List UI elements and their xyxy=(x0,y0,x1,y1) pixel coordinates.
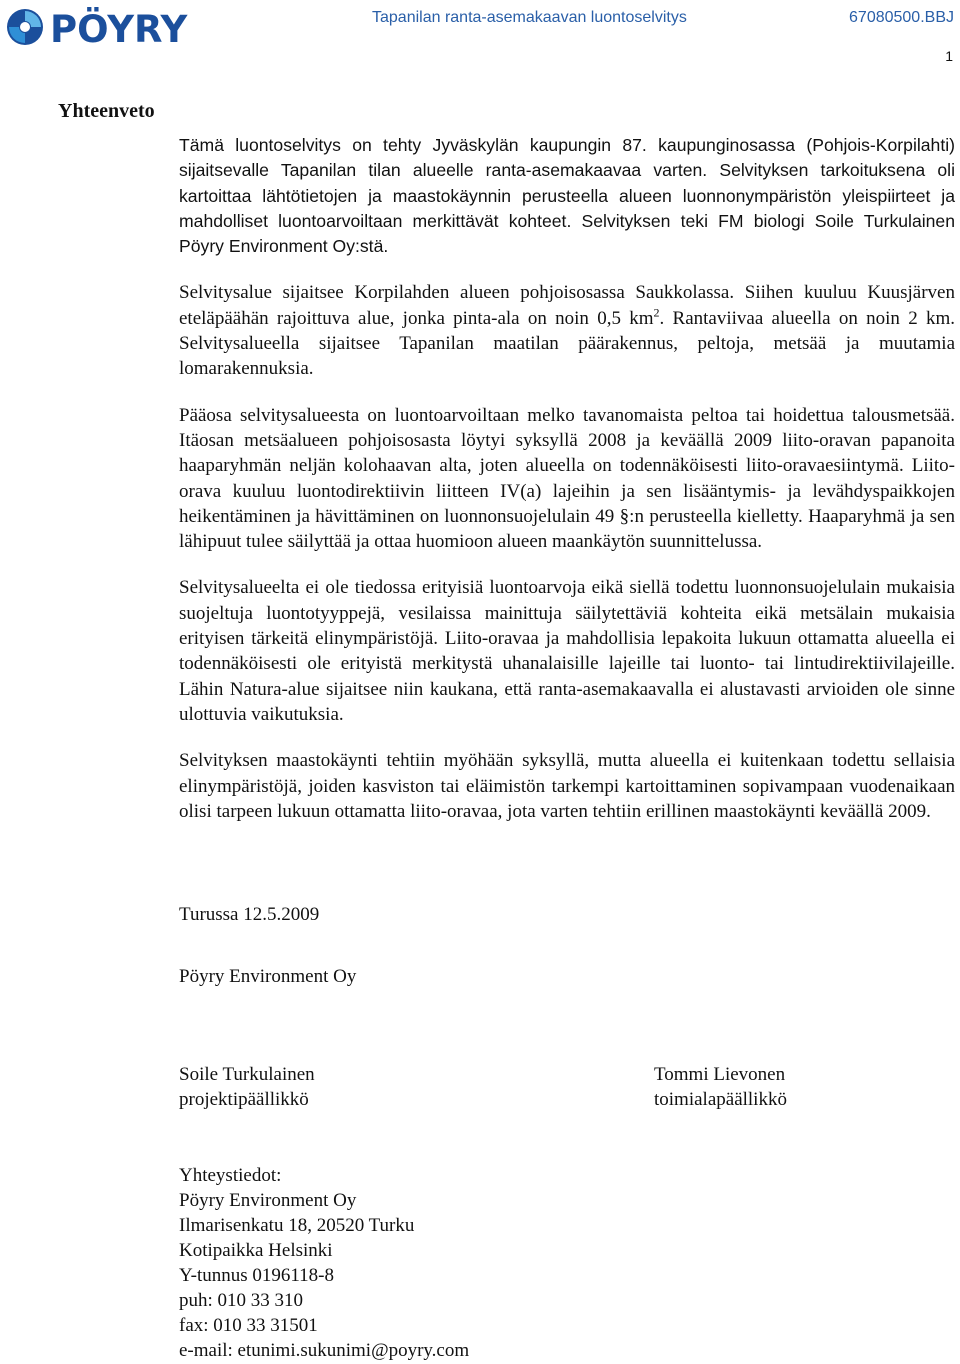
paragraph-area-text-b: . Rantaviivaa alueella on noin 2 km. Selvitysalueella sijaitsee Tapanilan maatilan päärakennus, peltoja, metsää ja muutamia lomarakennuksia. xyxy=(179,307,956,380)
document-code: 67080500.BBJ xyxy=(849,9,954,26)
brand-swirl-icon xyxy=(7,9,43,45)
place-date: Turussa 12.5.2009 xyxy=(179,904,320,925)
signer-title: toimialapäällikkö xyxy=(654,1089,787,1110)
contact-fax: fax: 010 33 31501 xyxy=(179,1315,318,1336)
paragraph-area-text-a: Selvitysalue sijaitsee Korpilahden alueen pohjoisosassa Saukkolassa. Siihen kuuluu Kuusjärven eteläpäähän rajoittuva alue, jonka pinta-ala on noin 0,5 km xyxy=(179,282,955,329)
superscript-2: 2 xyxy=(653,305,660,320)
contact-phone: puh: 010 33 310 xyxy=(179,1290,304,1311)
paragraph-findings: Pääosa selvitysalueesta on luontoarvoiltaan melko tavanomaista peltoa tai hoidettua talousmetsää. Itäosan metsäalueen pohjoisosasta löytyi syksyllä 2008 ja keväällä 2009 liito-oravan papanoita haaparyhmän neljän kolohaavan alta, joten alueella on todennäköisesti liito-oravaesiintymä. Liito-orava kuuluu luontodirektiivin liitteen IV(a) lajeihin ja sen lisääntymis- ja levähdyspaikkojen heikentäminen ja hävittäminen on luonnonsuojelulain 49 §:n perusteella kielletty. Haaparyhmä ja sen lähipuut tulee säilyttää ja ottaa huomioon alueen maankäytön suunnittelussa. xyxy=(179,404,955,553)
paragraph-intro: Tämä luontoselvitys on tehty Jyväskylän kaupungin 87. kaupunginosassa (Pohjois-Korpilahti) sijaitsevalle Tapanilan tilan alueelle ranta-asemakaavaa varten. Selvityksen tarkoituksena oli kartoittaa lähtötietojen ja maastokäynnin perusteella alueen luonnonympäristön yleispiirteet ja mahdolliset luontoarvoiltaan merkittävät kohteet. Selvityksen teki FM biologi Soile Turkulainen Pöyry Environment Oy:stä. xyxy=(179,135,955,257)
contact-label: Yhteystiedot: xyxy=(179,1165,282,1186)
signature-2 xyxy=(654,1062,787,1112)
contact-business-id: Y-tunnus 0196118-8 xyxy=(179,1265,334,1286)
signature-1 xyxy=(179,1062,315,1112)
contact-domicile: Kotipaikka Helsinki xyxy=(179,1240,333,1261)
contact-company: Pöyry Environment Oy xyxy=(179,1190,357,1211)
logo-wordmark: PÖYRY xyxy=(50,8,188,48)
signer-name: Tommi Lievonen xyxy=(654,1064,786,1085)
signer-name: Soile Turkulainen xyxy=(179,1064,315,1085)
paragraph-area xyxy=(179,280,955,381)
document-title: Tapanilan ranta-asemakaavan luontoselvitys xyxy=(372,9,687,26)
poyry-logo xyxy=(4,6,244,48)
contact-email: e-mail: etunimi.sukunimi@poyry.com xyxy=(179,1340,470,1361)
section-heading: Yhteenveto xyxy=(58,100,155,122)
contact-info xyxy=(179,1163,469,1363)
paragraph-fieldwork: Selvityksen maastokäynti tehtiin myöhään syksyllä, mutta alueella ei kuitenkaan todettu sellaisia elinympäristöjä, joiden kasviston tai eläimistön tarkempi kartoittaminen sopivampaan vuodenaikaan olisi tarpeen lukuun ottamatta liito-oravaa, jota varten tehtiin erillinen maastokäynti keväällä 2009. xyxy=(179,750,955,822)
signer-title: projektipäällikkö xyxy=(179,1089,309,1110)
company-name: Pöyry Environment Oy xyxy=(179,966,357,987)
page-number: 1 xyxy=(945,48,953,64)
paragraph-conservation: Selvitysalueelta ei ole tiedossa erityisiä luontoarvoja eikä siellä todettu luonnonsuojelulain mukaisia suojeltuja luontotyyppejä, vesilaissa mainittuja säilytettäviä kohteita eikä metsälain mukaisia erityisen tärkeitä elinympäristöjä. Liito-oravaa ja mahdollisia lepakoita lukuun ottamatta alueella ei todennäköisesti ole erityistä merkitystä uhanalaisille lajeille tai luonto- tai lintudirektiivilajeille. Lähin Natura-alue sijaitsee niin kaukana, että ranta-asemakaavalla ei alustavasti arvioiden ole sinne ulottuvia vaikutuksia. xyxy=(179,577,955,725)
summary-body xyxy=(179,133,955,845)
contact-address: Ilmarisenkatu 18, 20520 Turku xyxy=(179,1215,415,1236)
